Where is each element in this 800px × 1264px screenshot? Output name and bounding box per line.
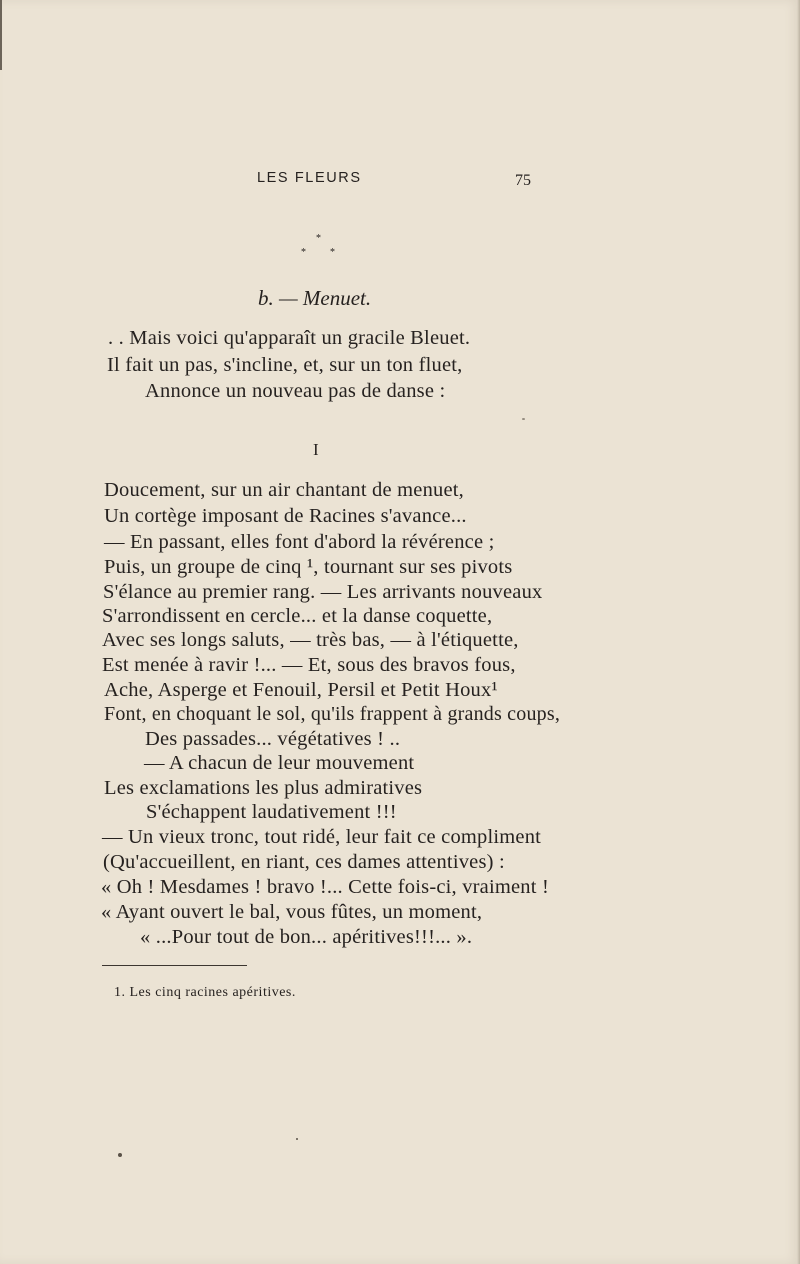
poem-line: — A chacun de leur mouvement — [144, 752, 415, 774]
poem-line: « ...Pour tout de bon... apéritives!!!... ». — [140, 926, 473, 948]
intro-line: . . Mais voici qu'apparaît un gracile Bleuet. — [108, 327, 471, 349]
asterism-star-top: * — [316, 233, 321, 244]
poem-line: Doucement, sur un air chantant de menuet, — [104, 479, 464, 501]
intro-line: Annonce un nouveau pas de danse : — [145, 380, 446, 402]
footnote: 1. Les cinq racines apéritives. — [114, 985, 296, 1000]
poem-line: Puis, un groupe de cinq ¹, tournant sur ses pivots — [104, 556, 513, 578]
poem-line: — Un vieux tronc, tout ridé, leur fait ce compliment — [102, 826, 542, 848]
poem-line: — En passant, elles font d'abord la révérence ; — [104, 531, 495, 553]
left-margin-mark — [0, 0, 2, 70]
poem-line: Des passades... végétatives ! .. — [145, 728, 401, 750]
section-subtitle: b. — Menuet. — [258, 286, 372, 310]
poem-line: Ache, Asperge et Fenouil, Persil et Petit Houx¹ — [104, 679, 498, 701]
page-number: 75 — [515, 172, 531, 189]
section-number: I — [313, 440, 319, 459]
poem-line: S'élance au premier rang. — Les arrivants nouveaux — [103, 581, 543, 603]
poem-line: Avec ses longs saluts, — très bas, — à l'étiquette, — [102, 629, 519, 651]
paper-speck — [522, 418, 525, 420]
poem-line: Font, en choquant le sol, qu'ils frappent à grands coups, — [104, 703, 561, 725]
asterism-star-left: * — [301, 247, 306, 258]
footnote-rule — [102, 965, 247, 966]
poem-line: Est menée à ravir !... — Et, sous des bravos fous, — [102, 654, 516, 676]
paper-speck — [118, 1153, 122, 1157]
running-head: LES FLEURS — [257, 170, 362, 186]
asterism — [290, 234, 350, 264]
poem-line: « Ayant ouvert le bal, vous fûtes, un moment, — [101, 901, 483, 923]
poem-line: (Qu'accueillent, en riant, ces dames attentives) : — [103, 851, 505, 873]
asterism-star-right: * — [330, 247, 335, 258]
poem-line: Les exclamations les plus admiratives — [104, 777, 423, 799]
intro-line: Il fait un pas, s'incline, et, sur un ton fluet, — [107, 354, 463, 376]
poem-line: Un cortège imposant de Racines s'avance... — [104, 505, 467, 527]
paper-speck — [296, 1138, 298, 1140]
poem-line: S'arrondissent en cercle... et la danse coquette, — [102, 605, 493, 627]
poem-line: S'échappent laudativement !!! — [146, 801, 397, 823]
poem-line: « Oh ! Mesdames ! bravo !... Cette fois-ci, vraiment ! — [101, 876, 550, 898]
